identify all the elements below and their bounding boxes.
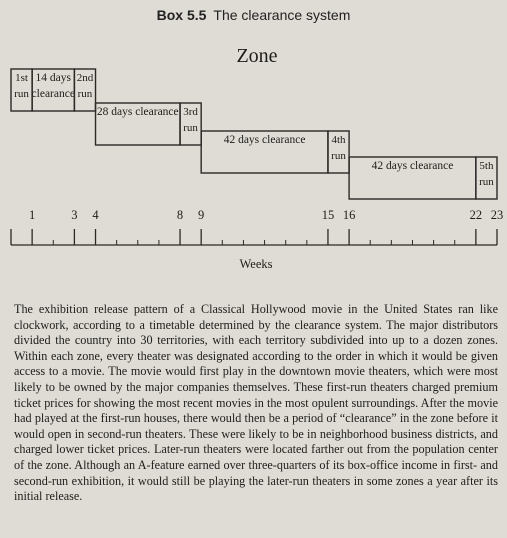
clearance-label-line2: clearance — [31, 88, 75, 100]
run-label-line2: run — [77, 88, 93, 100]
run-label-line2: run — [331, 150, 346, 162]
run-block-3 — [180, 103, 201, 145]
run-label-line2: run — [479, 176, 494, 188]
week-tick-label: 15 — [321, 208, 335, 222]
clearance-label-line1: 28 days clearance — [96, 106, 179, 118]
week-tick-label: 22 — [469, 208, 483, 222]
axis-label: Weeks — [239, 257, 273, 271]
run-block-4 — [328, 131, 349, 173]
box-label: Box 5.5 — [156, 7, 207, 23]
week-tick-label: 4 — [92, 208, 99, 222]
run-label-line2: run — [183, 122, 198, 134]
week-tick-label: 1 — [29, 208, 36, 222]
box-title: The clearance system — [213, 7, 351, 23]
run-block-1 — [11, 69, 32, 111]
clearance-block-2 — [96, 103, 181, 145]
clearance-label-line1: 42 days clearance — [223, 134, 306, 146]
run-block-5 — [476, 157, 497, 199]
caption-text: The exhibition release pattern of a Classical Hollywood movie in the United States ran like clockwork, according to a timetable determined by the clearance system. The major distributors divided the country into 30 territories, with each territory subdivided into up to a dozen zones. Within each zone, every theater was designated according to the order in which it would be given access to a movie. The movie would first play in the downtown movie theaters, which were most likely to be owned by the major companies themselves. These first-run theaters charged premium ticket prices for showing the most recent movies in the most opulent surroundings. After the movie had played at the first-run houses, there would then be a period of “clearance” in the zone before it would open in second-run theaters. These were likely to be in neighborhood business districts, and charged lower ticket prices. Later-run theaters were located farther out from the population center of the zone. Although an A-feature earned over three-quarters of its box-office income in first- and second-run exhibition, it would still be playing the later-run theaters in some zones a year after its initial release. — [14, 302, 498, 504]
clearance-label-line1: 14 days — [35, 72, 71, 84]
clearance-block-4 — [349, 157, 476, 199]
weeks-axis — [11, 208, 503, 245]
run-label-line1: 5th — [479, 160, 494, 172]
run-block-2 — [74, 69, 95, 111]
week-tick-label: 23 — [490, 208, 504, 222]
run-label-line1: 3rd — [183, 106, 198, 118]
diagram-title: Zone — [236, 45, 278, 67]
week-tick-label: 16 — [342, 208, 356, 222]
clearance-block-3 — [201, 131, 328, 173]
week-tick-label: 3 — [71, 208, 78, 222]
week-tick-label: 9 — [198, 208, 205, 222]
clearance-label-line1: 42 days clearance — [371, 160, 454, 172]
run-label-line2: run — [14, 88, 29, 100]
run-label-line1: 2nd — [76, 72, 94, 84]
week-tick-label: 8 — [176, 208, 184, 222]
run-blocks — [11, 69, 497, 199]
run-label-line1: 4th — [331, 134, 346, 146]
run-label-line1: 1st — [15, 72, 28, 84]
clearance-block-1 — [32, 69, 75, 111]
